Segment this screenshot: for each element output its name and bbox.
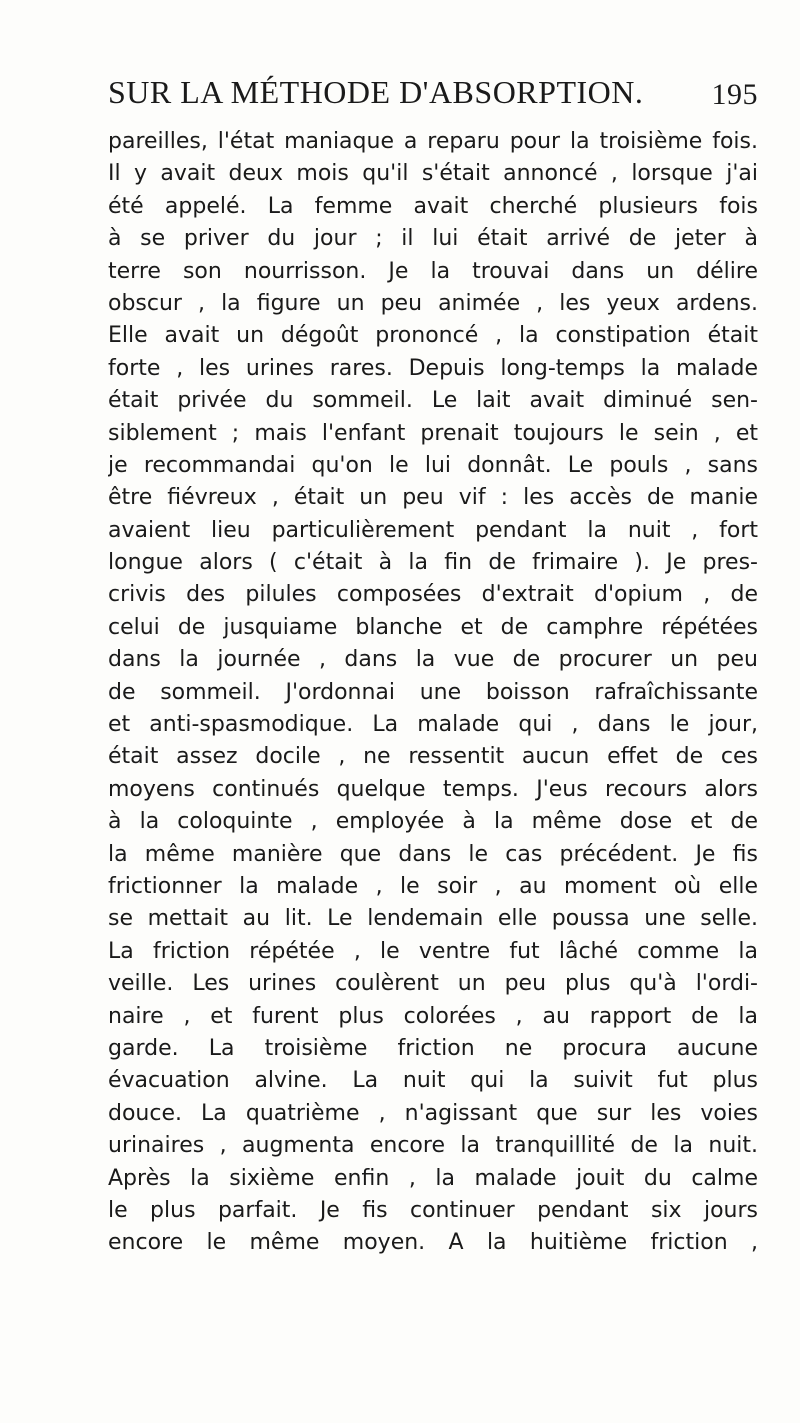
text-line: avaient lieu particulièrement pendant la nuit , fort bbox=[108, 517, 758, 543]
text-line: naire , et furent plus colorées , au rapport de la bbox=[108, 1003, 758, 1029]
text-line: été appelé. La femme avait cherché plusieurs fois bbox=[108, 193, 758, 219]
text-line: garde. La troisième friction ne procura aucune bbox=[108, 1035, 758, 1061]
text-line: longue alors ( c'était à la fin de frimaire ). Je pres- bbox=[108, 550, 758, 576]
text-line: Après la sixième enfin , la malade jouit du calme bbox=[108, 1165, 758, 1191]
body-text bbox=[108, 126, 758, 1260]
text-line: évacuation alvine. La nuit qui la suivit fut plus bbox=[108, 1068, 758, 1094]
text-line: être fiévreux , était un peu vif : les accès de manie bbox=[108, 485, 758, 511]
text-line: siblement ; mais l'enfant prenait toujours le sein , et bbox=[108, 420, 758, 446]
page-number: 195 bbox=[711, 78, 758, 111]
text-line: se mettait au lit. Le lendemain elle poussa une selle. bbox=[108, 906, 758, 932]
text-line: dans la journée , dans la vue de procurer un peu bbox=[108, 647, 758, 673]
text-line: la même manière que dans le cas précédent. Je fis bbox=[108, 841, 758, 867]
text-line: veille. Les urines coulèrent un peu plus qu'à l'ordi- bbox=[108, 971, 758, 997]
text-line: était assez docile , ne ressentit aucun effet de ces bbox=[108, 744, 758, 770]
running-title: SUR LA MÉTHODE D'ABSORPTION. bbox=[108, 74, 644, 110]
text-line: La friction répétée , le ventre fut lâché comme la bbox=[108, 938, 758, 964]
text-line: et anti-spasmodique. La malade qui , dans le jour, bbox=[108, 712, 758, 738]
text-line: urinaires , augmenta encore la tranquillité de la nuit. bbox=[108, 1133, 758, 1159]
text-line: terre son nourrisson. Je la trouvai dans un délire bbox=[108, 258, 758, 284]
running-head bbox=[108, 74, 758, 122]
text-line: Elle avait un dégoût prononcé , la constipation était bbox=[108, 323, 758, 349]
text-line: forte , les urines rares. Depuis long-temps la malade bbox=[108, 355, 758, 381]
text-line: encore le même moyen. A la huitième friction , bbox=[108, 1230, 758, 1256]
text-line: était privée du sommeil. Le lait avait diminué sen- bbox=[108, 388, 758, 414]
text-line: douce. La quatrième , n'agissant que sur les voies bbox=[108, 1100, 758, 1126]
text-line: à la coloquinte , employée à la même dose et de bbox=[108, 809, 758, 835]
text-line: celui de jusquiame blanche et de camphre répétées bbox=[108, 614, 758, 640]
text-line: je recommandai qu'on le lui donnât. Le pouls , sans bbox=[108, 452, 758, 478]
text-line: frictionner la malade , le soir , au moment où elle bbox=[108, 873, 758, 899]
text-line: le plus parfait. Je fis continuer pendant six jours bbox=[108, 1197, 758, 1223]
text-line: pareilles, l'état maniaque a reparu pour la troisième fois. bbox=[108, 129, 758, 154]
text-line: crivis des pilules composées d'extrait d'opium , de bbox=[108, 582, 758, 608]
text-line: moyens continués quelque temps. J'eus recours alors bbox=[108, 776, 758, 802]
text-line: obscur , la figure un peu animée , les yeux ardens. bbox=[108, 290, 758, 316]
text-line: de sommeil. J'ordonnai une boisson rafraîchissante bbox=[108, 679, 758, 705]
text-line: à se priver du jour ; il lui était arrivé de jeter à bbox=[108, 226, 758, 252]
text-line: Il y avait deux mois qu'il s'était annoncé , lorsque j'ai bbox=[108, 161, 758, 187]
